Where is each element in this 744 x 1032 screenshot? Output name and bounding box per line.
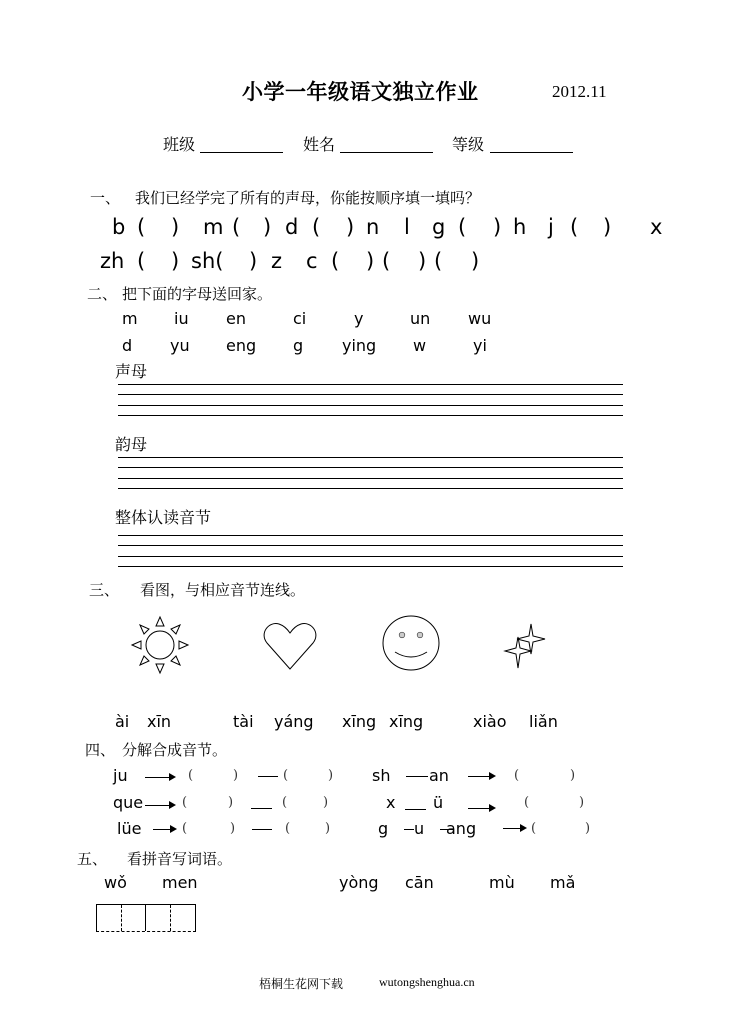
paren-open: (	[514, 768, 520, 783]
paren-close: )	[171, 215, 180, 239]
letter: z	[271, 249, 283, 273]
class-field[interactable]	[200, 152, 283, 153]
part: an	[429, 766, 449, 785]
pinyin-word: wǒ	[104, 873, 127, 892]
letter-item: iu	[174, 309, 189, 328]
connector-line	[251, 808, 272, 809]
arrow-icon	[145, 805, 174, 806]
connector-line	[404, 829, 414, 830]
connector-line	[252, 829, 272, 830]
paren-open: (	[458, 215, 467, 239]
letter: b	[112, 215, 126, 239]
letter-item: d	[122, 336, 133, 355]
paren-open: (	[188, 768, 194, 783]
paren-close: )	[346, 215, 355, 239]
syllable: yáng	[274, 712, 314, 731]
paren-open: (	[570, 215, 579, 239]
paren-close: )	[171, 249, 180, 273]
part: u	[414, 819, 425, 838]
letter: zh	[100, 249, 125, 273]
part: sh	[372, 766, 391, 785]
letter-item: m	[122, 309, 138, 328]
paren-open: (	[137, 215, 146, 239]
paren-close: )	[471, 249, 480, 273]
letter: m	[203, 215, 224, 239]
letter-item: eng	[226, 336, 257, 355]
letter-item: g	[293, 336, 304, 355]
paren-close: )	[228, 795, 234, 810]
letter-item: wu	[468, 309, 492, 328]
syllable: liǎn	[529, 712, 558, 731]
name-label: 姓名	[303, 135, 336, 154]
letter: g	[432, 215, 446, 239]
paren-close: )	[263, 215, 272, 239]
paren-close: )	[570, 768, 576, 783]
paren-close: )	[230, 821, 236, 836]
section4-prompt: 分解合成音节。	[122, 741, 228, 759]
paren-open: (	[285, 821, 291, 836]
letter: j	[548, 215, 554, 239]
letter: n	[366, 215, 380, 239]
syllable: xīng	[342, 712, 377, 731]
syllable: xiào	[473, 712, 507, 731]
whole-syllables-label: 整体认读音节	[115, 508, 212, 527]
connector-line	[258, 776, 278, 777]
paren-open: (	[312, 215, 321, 239]
syllable: ài	[115, 712, 130, 731]
pinyin-word: cān	[405, 873, 434, 892]
sun-icon	[130, 615, 190, 675]
pinyin-word: yòng	[339, 873, 379, 892]
letter-item: ci	[293, 309, 307, 328]
paren-close: )	[233, 768, 239, 783]
syllable: ju	[113, 766, 128, 785]
finals-label: 韵母	[115, 435, 148, 454]
part: ü	[433, 793, 444, 812]
paren-close: )	[325, 821, 331, 836]
section5-prompt: 看拼音写词语。	[127, 850, 233, 868]
section2-number: 二、	[87, 285, 118, 303]
paren-close: )	[603, 215, 612, 239]
grade-label: 等级	[452, 135, 485, 154]
footer-site-url: wutongshenghua.cn	[379, 975, 475, 989]
paren-open: (	[531, 821, 537, 836]
arrow-icon	[468, 808, 494, 809]
paren-open: (	[137, 249, 146, 273]
heart-icon	[263, 621, 317, 671]
paren-open: (	[434, 249, 443, 273]
letter-item: en	[226, 309, 246, 328]
section3-prompt: 看图，与相应音节连线。	[140, 581, 306, 599]
pinyin-word: mù	[489, 873, 515, 892]
section1-prompt: 我们已经学完了所有的声母，你能按顺序填一填吗？	[135, 189, 481, 207]
paren-close: )	[323, 795, 329, 810]
paren-close: )	[249, 249, 258, 273]
class-label: 班级	[163, 135, 196, 154]
section5-number: 五、	[77, 850, 108, 868]
letter-item: ying	[342, 336, 377, 355]
name-field[interactable]	[340, 152, 433, 153]
paren-open: (	[382, 249, 391, 273]
smiley-face-icon	[382, 615, 440, 671]
paren-close: )	[585, 821, 591, 836]
section4-number: 四、	[85, 741, 116, 759]
arrow-icon	[468, 776, 494, 777]
initials-label: 声母	[115, 362, 148, 381]
section2-prompt: 把下面的字母送回家。	[122, 285, 273, 303]
syllable: que	[113, 793, 144, 812]
paren-close: )	[366, 249, 375, 273]
part: g	[378, 819, 389, 838]
letter: l	[404, 215, 410, 239]
paren-open: (	[232, 215, 241, 239]
character-writing-grid[interactable]	[96, 904, 196, 932]
paren-open: (	[524, 795, 530, 810]
letter-item: yu	[170, 336, 190, 355]
stars-icon	[505, 623, 549, 671]
letter: d	[285, 215, 299, 239]
paren-open: (	[182, 795, 188, 810]
letter-item: y	[354, 309, 364, 328]
paren-close: )	[418, 249, 427, 273]
paren-open: (	[331, 249, 340, 273]
letter: h	[513, 215, 527, 239]
letter-item: w	[413, 336, 427, 355]
letter: x	[650, 215, 663, 239]
grade-field[interactable]	[490, 152, 573, 153]
connector-line	[405, 809, 426, 810]
paren-open: (	[282, 795, 288, 810]
pinyin-word: mǎ	[550, 873, 576, 892]
letter: sh(	[191, 249, 224, 273]
syllable: xīn	[147, 712, 172, 731]
arrow-icon	[503, 828, 525, 829]
part: x	[386, 793, 396, 812]
arrow-icon	[145, 777, 174, 778]
paren-open: (	[182, 821, 188, 836]
date: 2012.11	[552, 82, 607, 101]
footer-site-name: 梧桐生花网下载	[259, 977, 344, 991]
section3-number: 三、	[89, 581, 120, 599]
paren-close: )	[328, 768, 334, 783]
letter-item: yi	[473, 336, 487, 355]
syllable: lüe	[117, 819, 142, 838]
arrow-icon	[153, 829, 175, 830]
pinyin-word: men	[162, 873, 198, 892]
paren-close: )	[493, 215, 502, 239]
paren-close: )	[579, 795, 585, 810]
syllable: tài	[233, 712, 254, 731]
letter-item: un	[410, 309, 431, 328]
paren-open: (	[283, 768, 289, 783]
page-title: 小学一年级语文独立作业	[242, 80, 479, 104]
letter: c	[306, 249, 318, 273]
syllable: xīng	[389, 712, 424, 731]
part: ang	[446, 819, 477, 838]
section1-number: 一、	[90, 189, 121, 207]
connector-line	[406, 776, 428, 777]
